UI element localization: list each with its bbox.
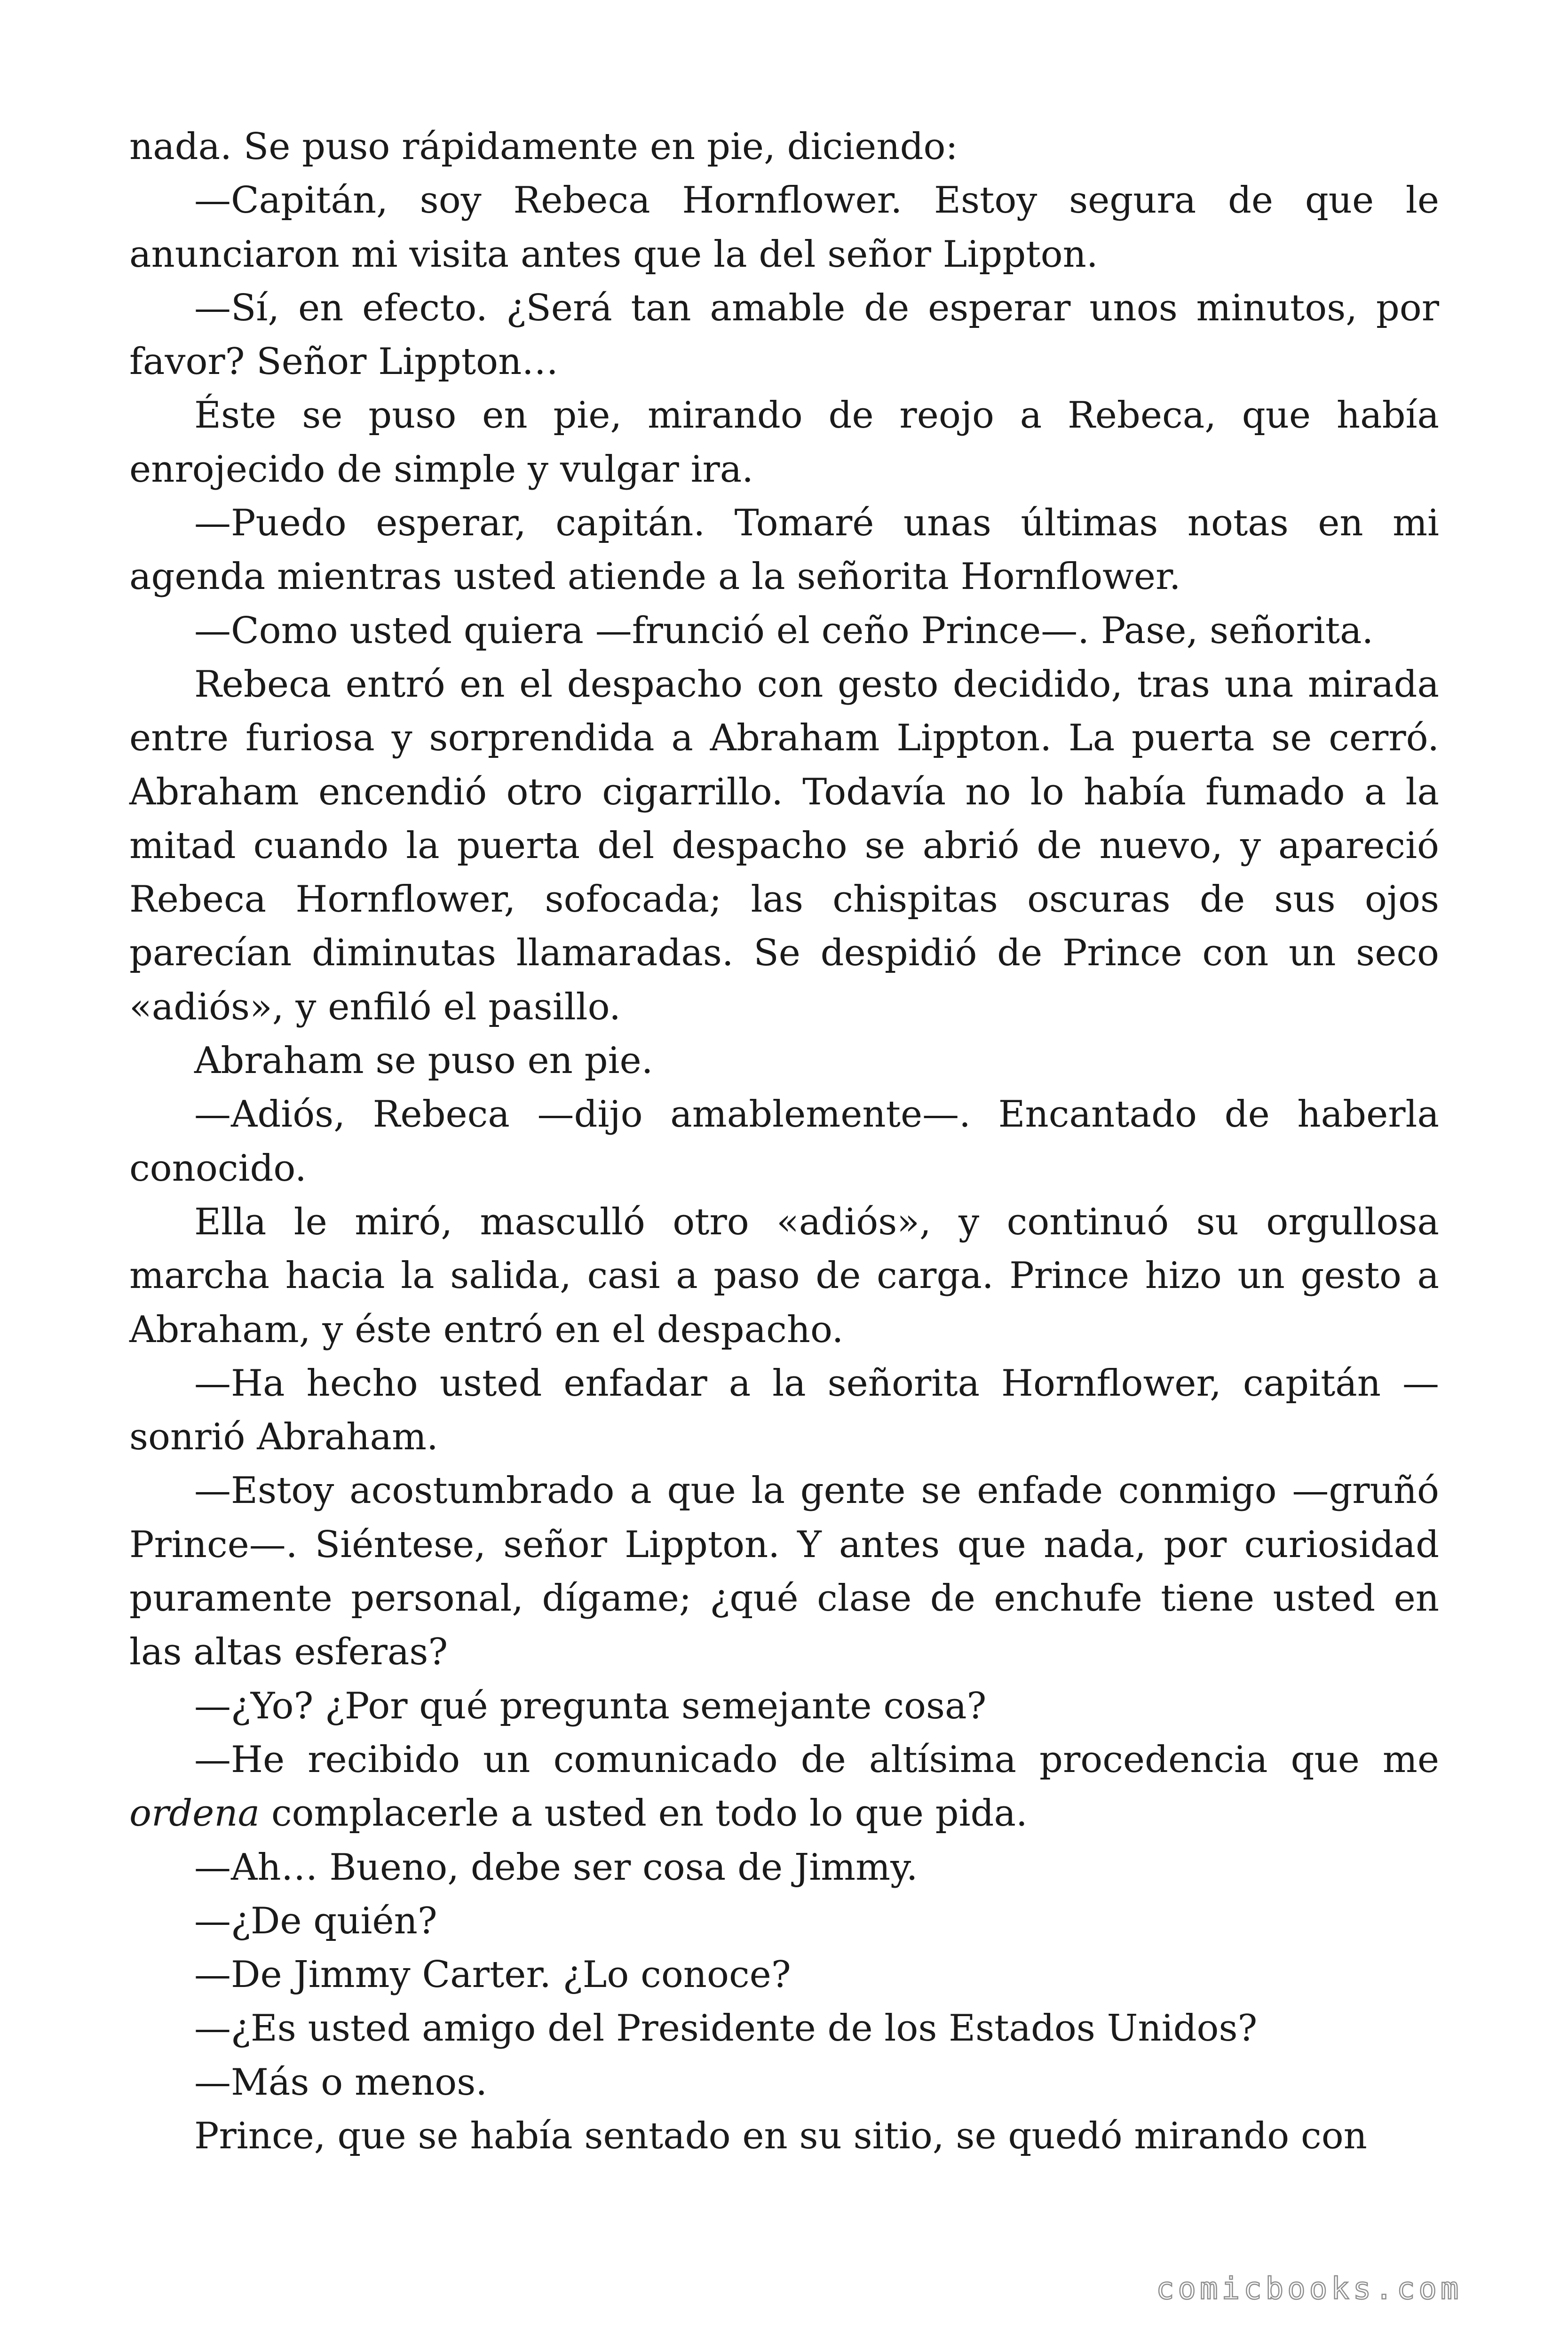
page-text	[129, 120, 1439, 2163]
paragraph: —Adiós, Rebeca —dijo amablemente—. Encantado de haberla conocido.	[129, 1093, 1439, 1190]
paragraph-text: —He recibido un comunicado de altísima procedencia que me	[194, 1738, 1439, 1781]
paragraph: —Más o menos.	[194, 2061, 488, 2104]
paragraph: —Como usted quiera —frunció el ceño Prince—. Pase, señorita.	[194, 609, 1374, 652]
paragraph: —Estoy acostumbrado a que la gente se enfade conmigo —gruñó Prince—. Siéntese, señor Lippton. Y antes que nada, por curiosidad puramente personal, dígame; ¿qué clase de enchufe tiene usted en las altas esferas?	[129, 1470, 1439, 1674]
paragraph: —Sí, en efecto. ¿Será tan amable de esperar unos minutos, por favor? Señor Lippton…	[129, 286, 1439, 383]
paragraph: Prince, que se había sentado en su sitio, se quedó mirando con	[194, 2114, 1367, 2157]
paragraph: Abraham se puso en pie.	[194, 1040, 653, 1082]
paragraph: —¿De quién?	[194, 1899, 437, 1942]
paragraph: —De Jimmy Carter. ¿Lo conoce?	[194, 1954, 791, 1996]
paragraph: —¿Yo? ¿Por qué pregunta semejante cosa?	[194, 1685, 987, 1727]
watermark: comicbooks.com	[1156, 2272, 1463, 2306]
paragraph	[129, 1733, 1439, 1841]
paragraph-text: complacerle a usted en todo lo que pida.	[260, 1792, 1028, 1835]
paragraph: —Ha hecho usted enfadar a la señorita Hornflower, capitán — sonrió Abraham.	[129, 1362, 1439, 1459]
paragraph: nada. Se puso rápidamente en pie, diciendo:	[129, 126, 958, 168]
emphasis-text: ordena	[129, 1792, 260, 1835]
paragraph: —Puedo esperar, capitán. Tomaré unas últimas notas en mi agenda mientras usted atiende a la señorita Hornflower.	[129, 502, 1439, 598]
paragraph: —¿Es usted amigo del Presidente de los Estados Unidos?	[194, 2007, 1258, 2050]
paragraph: Ella le miró, masculló otro «adiós», y continuó su orgullosa marcha hacia la salida, casi a paso de carga. Prince hizo un gesto a Abraham, y éste entró en el despacho.	[129, 1200, 1439, 1351]
paragraph: —Capitán, soy Rebeca Hornflower. Estoy segura de que le anunciaron mi visita antes que la del señor Lippton.	[129, 179, 1439, 276]
paragraph: Éste se puso en pie, mirando de reojo a Rebeca, que había enrojecido de simple y vulgar ira.	[129, 394, 1439, 491]
paragraph: —Ah… Bueno, debe ser cosa de Jimmy.	[194, 1846, 918, 1889]
paragraph: Rebeca entró en el despacho con gesto decidido, tras una mirada entre furiosa y sorprendida a Abraham Lippton. La puerta se cerró. Abraham encendió otro cigarrillo. Todavía no lo había fumado a la mitad cuando la puerta del despacho se abrió de nuevo, y apareció Rebeca Hornflower, sofocada; las chispitas oscuras de sus ojos parecían diminutas llamaradas. Se despidió de Prince con un seco «adiós», y enfiló el pasillo.	[129, 663, 1439, 1028]
